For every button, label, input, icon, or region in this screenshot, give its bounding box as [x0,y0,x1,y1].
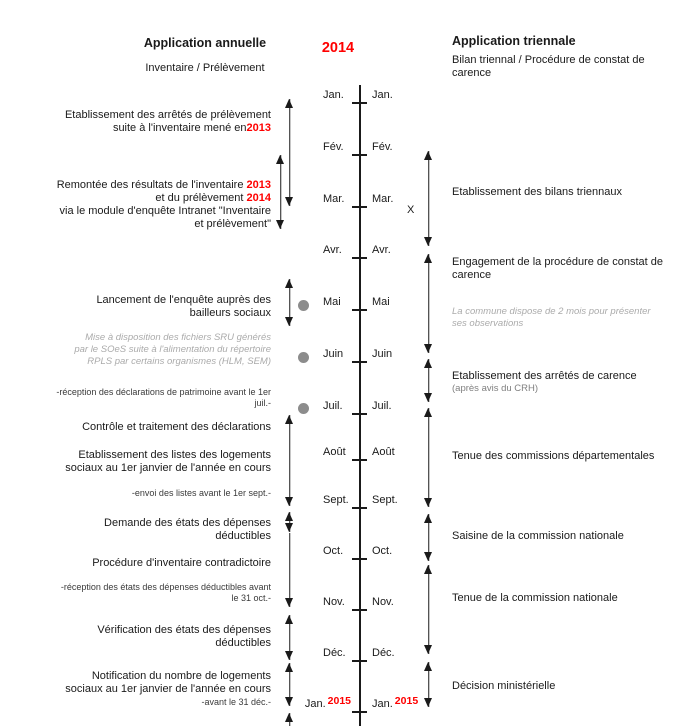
left-event-avant-31-dec: -avant le 31 déc.- [201,697,271,707]
month-label-right: Avr. [372,244,391,256]
month-tick [352,309,367,311]
left-event-controle: Contrôle et traitement des déclarations [82,421,271,433]
month-label-right: Mar. [372,193,394,205]
period-arrow-remontee [276,155,285,229]
period-arrow-demande-etats [285,512,294,532]
month-tick [352,102,367,104]
month-tick [352,361,367,363]
month-label-left: Sept. [323,494,349,506]
period-arrow-lancement [285,279,294,326]
right-event-commissions-departementales: Tenue des commissions départementales [452,450,655,462]
right-column-header [452,34,666,80]
period-arrow-controle-listes [285,415,294,506]
center-year-label: 2014 [321,40,355,56]
event-text: Remontée des résultats de l'inventaire [56,179,244,191]
month-tick [352,257,367,259]
left-event-verification: Vérification des états des dépenses déductibles [97,624,271,649]
x-marker: X [407,204,415,216]
end-year-label: 2015 [327,695,351,707]
left-event-demande-etats: Demande des états des dépenses déductibles [104,517,271,542]
event-year-red: 2013 [246,179,271,191]
right-event-saisine-nationale: Saisine de la commission nationale [452,530,624,542]
month-label-left: Jan. 2015 [304,695,351,710]
timeline-axis [359,85,361,726]
month-label-left: Juil. [323,400,343,412]
month-tick [352,459,367,461]
period-arrow-verification [285,615,294,660]
event-note: (après avis du CRH) [452,383,539,394]
right-column-title: Application triennale [452,34,576,48]
milestone-dot-juin [298,352,309,363]
month-label-left: Oct. [323,545,344,557]
right-event-arretes-carence [452,370,670,395]
period-arrow-procedure-inventaire [285,533,294,607]
month-tick [352,507,367,509]
left-column-header [95,36,315,74]
right-event-decision-ministerielle: Décision ministérielle [452,680,556,692]
left-event-envoi-listes: -envoi des listes avant le 1er sept.- [131,488,271,498]
month-label-right: Déc. [372,647,395,659]
event-text: Etablissement des arrêtés de carence [452,370,637,382]
month-tick [352,660,367,662]
left-event-procedure-inventaire: Procédure d'inventaire contradictoire [92,557,271,569]
month-label-right: Juin [372,348,393,360]
month-label-left: Mar. [323,193,345,205]
month-tick [352,154,367,156]
event-text: et du prélèvement [155,192,244,204]
event-year-red: 2013 [246,122,271,134]
left-event-reception-etats: -réception des états des dépenses déductibles avant le 31 oct.- [60,582,271,603]
month-label-right: Juil. [372,400,392,412]
milestone-dot-mai [298,300,309,311]
month-label-left: Fév. [323,141,344,153]
right-event-commune-note: La commune dispose de 2 mois pour présenter ses observations [452,306,651,329]
month-tick [352,711,367,713]
month-label-right: Jan. 2015 [372,695,419,710]
month-label-left: Jan. [323,89,344,101]
event-year-red: 2014 [246,192,271,204]
left-event-listes: Etablissement des listes des logements sociaux au 1er janvier de l'année en cours [65,449,271,474]
milestone-dot-juil [298,403,309,414]
month-label-left: Mai [323,296,341,308]
left-column-subtitle: Inventaire / Prélèvement [145,62,265,74]
month-label-left: Nov. [323,596,345,608]
month-label-right: Nov. [372,596,394,608]
period-arrow-arretes-carence [424,359,433,402]
period-arrow-decision-ministerielle [424,662,433,707]
month-label-right: Août [372,446,395,458]
month-tick [352,413,367,415]
left-column-title: Application annuelle [143,36,267,50]
month-label-left: Août [323,446,346,458]
period-arrow-notification [285,663,294,706]
month-label-right: Sept. [372,494,398,506]
left-event-reception-patrimoine: -réception des déclarations de patrimoine avant le 1er juil.- [56,387,271,408]
end-year-label: 2015 [394,695,419,707]
period-arrow-commissions-departementales [424,408,433,507]
right-event-tenue-nationale: Tenue de la commission nationale [452,592,618,604]
period-arrow-arretes-prelevement [285,99,294,206]
left-event-lancement: Lancement de l'enquête auprès des bailleurs sociaux [96,294,271,319]
month-label-right: Jan. [372,89,393,101]
month-label-left: Déc. [323,647,346,659]
month-label-left: Avr. [323,244,342,256]
period-arrow-engagement-carence [424,254,433,353]
month-label-right: Fév. [372,141,393,153]
event-text: via le module d'enquête Intranet "Inventaire et prélèvement" [59,205,271,230]
month-tick [352,609,367,611]
month-label-right: Oct. [372,545,393,557]
period-arrow-saisine-nationale [424,514,433,561]
month-label-right: Mai [372,296,390,308]
left-event-arretes-prelevement [56,109,271,135]
month-label-left: Juin [323,348,344,360]
period-arrow-next-year [285,713,294,726]
event-text: Etablissement des arrêtés de prélèvement suite à l'inventaire mené en [64,109,271,134]
right-column-subtitle: Bilan triennal / Procédure de constat de carence [452,54,645,79]
right-event-engagement: Engagement de la procédure de constat de carence [452,256,663,281]
event-line [56,192,271,205]
period-arrow-tenue-nationale [424,565,433,654]
left-event-remontee [56,179,271,231]
period-arrow-bilans-triennaux [424,151,433,246]
month-tick [352,206,367,208]
left-event-mise-a-disposition: Mise à disposition des fichiers SRU générés par le SOeS suite à l'alimentation du répertoire RPLS par certains organismes (HLM, SEM) [74,332,271,367]
event-line [56,179,271,192]
month-tick [352,558,367,560]
left-event-notification: Notification du nombre de logements sociaux au 1er janvier de l'année en cours [65,670,271,695]
right-event-bilans: Etablissement des bilans triennaux [452,186,622,198]
